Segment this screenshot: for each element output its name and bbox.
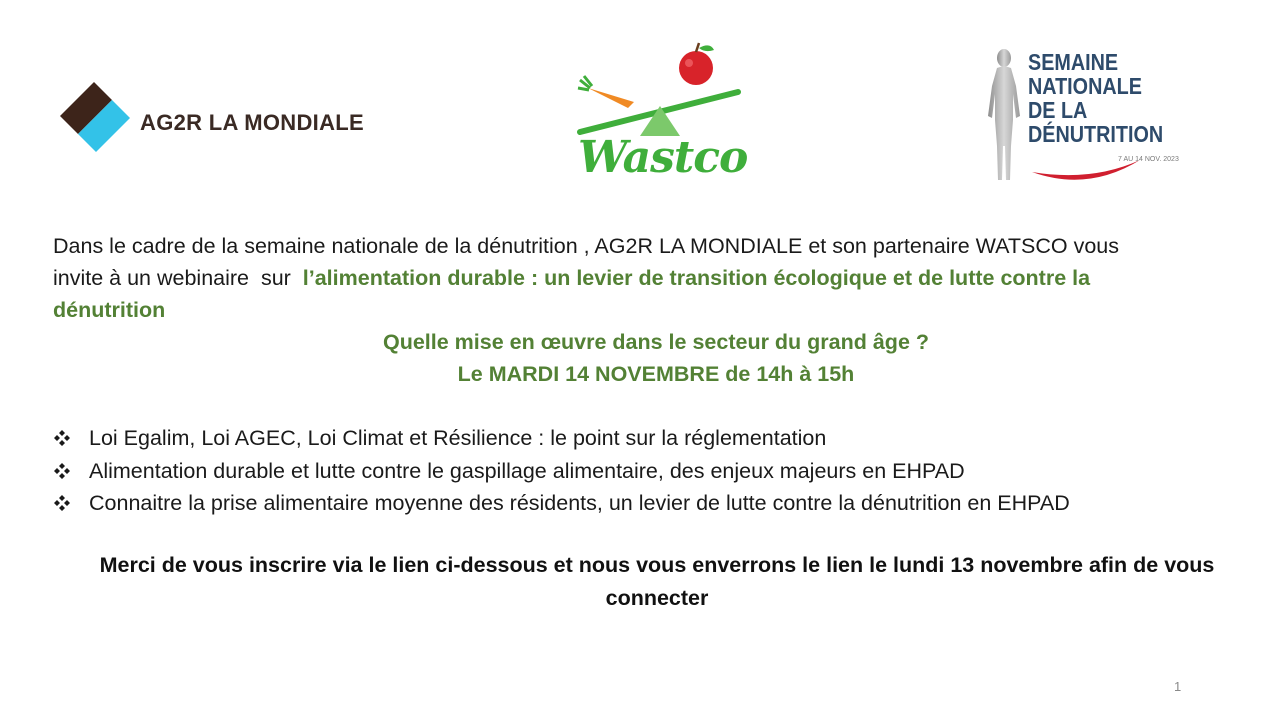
wastco-logo-text: Wastco [578,132,748,183]
agenda-item-text: Loi Egalim, Loi AGEC, Loi Climat et Résilience : le point sur la réglementation [89,426,827,450]
webinar-date: Le MARDI 14 NOVEMBRE de 14h à 15h [457,362,855,386]
list-item [53,487,1243,520]
cta-line-1: Merci de vous inscrire via le lien ci-dessous et nous vous enverrons le lien le lundi 13 novembre afin de vous [99,553,1215,577]
registration-call-to-action [40,549,1274,615]
human-silhouette-icon [980,46,1026,184]
four-diamond-bullet-icon [53,429,71,447]
webinar-topic-b: dénutrition [53,298,166,322]
agenda-list [53,422,1243,520]
ag2r-logo [52,74,392,158]
list-item [53,455,1243,488]
cta-line-2: connecter [605,586,709,610]
ag2r-logo-mark-icon [52,74,136,158]
page-number: 1 [1174,679,1182,694]
denutrition-week-logo [980,46,1190,186]
four-diamond-bullet-icon [53,494,71,512]
wastco-logo [568,40,758,192]
intro-line-1: Dans le cadre de la semaine nationale de la dénutrition , AG2R LA MONDIALE et son partenaire WATSCO vous [53,234,1119,258]
webinar-topic-a: l’alimentation durable : un levier de transition écologique et de lutte contre la [302,266,1091,290]
intro-prefix: invite à un webinaire sur [53,266,303,290]
ag2r-logo-text: AG2R LA MONDIALE [140,110,364,135]
wastco-balance-icon [568,40,758,140]
agenda-item-text: Alimentation durable et lutte contre le gaspillage alimentaire, des enjeux majeurs en EHPAD [89,458,965,483]
agenda-item-text: Connaitre la prise alimentaire moyenne des résidents, un levier de lutte contre la dénutrition en EHPAD [89,491,1070,515]
webinar-subtitle: Quelle mise en œuvre dans le secteur du grand âge ? [382,330,930,354]
intro-paragraph [53,230,1233,326]
denutrition-week-title: SEMAINE NATIONALE DE LA DÉNUTRITION [1028,49,1164,147]
denutrition-week-dates: 7 AU 14 NOV. 2023 [1118,156,1179,163]
intro-line-2 [53,262,1233,294]
list-item [53,422,1243,455]
four-diamond-bullet-icon [53,462,71,480]
